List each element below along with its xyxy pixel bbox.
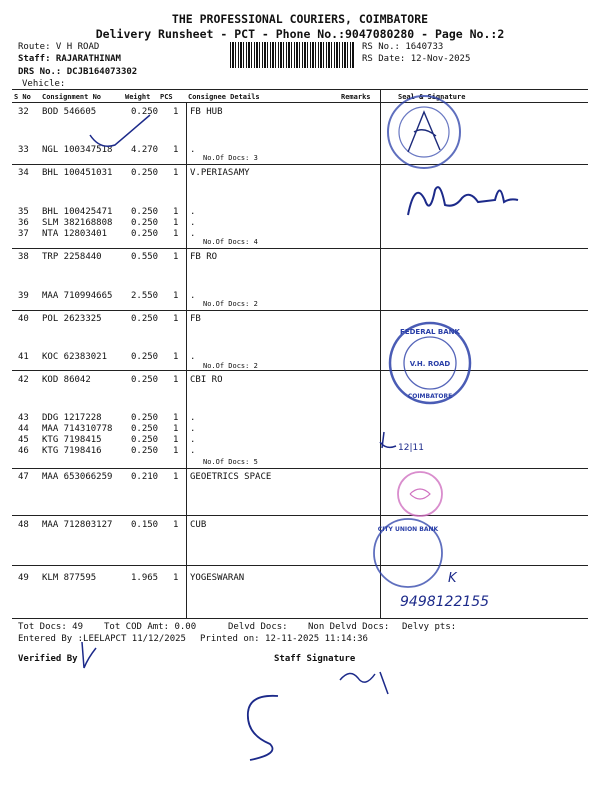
row-consignment-no: TRP 2258440 — [42, 252, 102, 262]
row-pcs: 1 — [173, 107, 179, 117]
rs-date: RS Date: 12-Nov-2025 — [362, 54, 471, 64]
row-pcs: 1 — [173, 145, 179, 155]
group-rule — [12, 248, 588, 249]
row-pcs: 1 — [173, 291, 179, 301]
printed-on: Printed on: 12-11-2025 11:14:36 — [200, 634, 368, 644]
row-consignee: V.PERIASAMY — [190, 168, 250, 178]
col-pcs: PCS — [160, 93, 173, 101]
row-consignment-no: MAA 653066259 — [42, 472, 113, 482]
federal-bank-stamp-top-text: FEDERAL BANK — [400, 328, 460, 336]
group-rule — [12, 370, 588, 371]
row-consignee: . — [190, 229, 196, 239]
federal-bank-stamp-mid-text: V.H. ROAD — [409, 360, 451, 368]
runsheet-subtitle: Delivery Runsheet - PCT - Phone No.:9047080280 - Page No.:2 — [95, 27, 505, 41]
handwritten-phone-number: 9498122155 — [400, 594, 490, 610]
row-weight: 0.250 — [131, 413, 159, 423]
row-weight: 0.250 — [131, 229, 159, 239]
doc-count: No.Of Docs: 2 — [203, 362, 258, 370]
signature-2 — [376, 418, 456, 458]
row-pcs: 1 — [173, 168, 179, 178]
row-pcs: 1 — [173, 252, 179, 262]
row-weight: 0.150 — [131, 520, 159, 530]
table-bottom-rule — [12, 618, 588, 619]
row-weight: 0.250 — [131, 107, 159, 117]
row-weight: 4.270 — [131, 145, 159, 155]
row-pcs: 1 — [173, 207, 179, 217]
row-consignee: . — [190, 435, 196, 445]
row-sno: 37 — [18, 229, 29, 239]
row-sno: 35 — [18, 207, 29, 217]
vehicle-label: Vehicle: — [22, 79, 66, 89]
row-pcs: 1 — [173, 446, 179, 456]
header-top-rule — [12, 89, 588, 90]
row-weight: 2.550 — [131, 291, 159, 301]
row-consignee: . — [190, 145, 196, 155]
row-consignee: FB RO — [190, 252, 218, 262]
company-title: THE PROFESSIONAL COURIERS, COIMBATORE — [171, 12, 429, 26]
row-sno: 38 — [18, 252, 29, 262]
row-pcs: 1 — [173, 520, 179, 530]
row-weight: 0.250 — [131, 218, 159, 228]
row-pcs: 1 — [173, 229, 179, 239]
row-consignee: . — [190, 424, 196, 434]
row-sno: 47 — [18, 472, 29, 482]
row-consignee: . — [190, 352, 196, 362]
verified-by-label: Verified By — [18, 654, 78, 664]
row-consignment-no: BHL 100451031 — [42, 168, 113, 178]
seal-stamp-top — [380, 92, 472, 172]
col-consignee: Consignee Details — [188, 93, 260, 101]
row-weight: 0.250 — [131, 375, 159, 385]
row-sno: 43 — [18, 413, 29, 423]
tick-mark — [20, 105, 190, 165]
verified-signature — [70, 638, 110, 678]
entered-by: Entered By :LEELAPCT 11/12/2025 — [18, 634, 186, 644]
row-consignee: FB — [190, 314, 201, 324]
row-consignee: GEOETRICS SPACE — [190, 472, 272, 482]
row-consignee: FB HUB — [190, 107, 223, 117]
row-sno: 36 — [18, 218, 29, 228]
tot-cod-amt: Tot COD Amt: 0.00 — [104, 622, 197, 632]
non-delvd-docs: Non Delvd Docs: — [308, 622, 390, 632]
row-sno: 41 — [18, 352, 29, 362]
pink-stamp — [382, 468, 452, 518]
col-weight: Weight — [125, 93, 151, 101]
handwritten-initial: K — [448, 571, 457, 586]
row-consignment-no: KLM 877595 — [42, 573, 97, 583]
row-pcs: 1 — [173, 352, 179, 362]
row-sno: 40 — [18, 314, 29, 324]
row-consignee: . — [190, 446, 196, 456]
col-seal-signature: Seal & Signature — [398, 93, 466, 101]
row-weight: 0.210 — [131, 472, 159, 482]
row-sno: 44 — [18, 424, 29, 434]
row-pcs: 1 — [173, 314, 179, 324]
row-pcs: 1 — [173, 218, 179, 228]
row-pcs: 1 — [173, 573, 179, 583]
row-consignee: . — [190, 291, 196, 301]
row-consignee: . — [190, 413, 196, 423]
row-pcs: 1 — [173, 413, 179, 423]
row-consignee: YOGESWARAN — [190, 573, 245, 583]
row-sno: 32 — [18, 107, 29, 117]
doc-count: No.Of Docs: 2 — [203, 300, 258, 308]
row-weight: 0.250 — [131, 314, 159, 324]
row-sno: 48 — [18, 520, 29, 530]
signature-1 — [400, 170, 530, 230]
row-sno: 34 — [18, 168, 29, 178]
col-remarks: Remarks — [341, 93, 371, 101]
route-label: Route: V H ROAD — [18, 42, 100, 52]
row-sno: 45 — [18, 435, 29, 445]
row-weight: 0.250 — [131, 446, 159, 456]
row-sno: 49 — [18, 573, 29, 583]
row-consignment-no: DDG 1217228 — [42, 413, 102, 423]
row-consignee: CBI RO — [190, 375, 223, 385]
row-weight: 0.550 — [131, 252, 159, 262]
row-sno: 39 — [18, 291, 29, 301]
staff-signature-label: Staff Signature — [274, 654, 356, 664]
group-rule — [12, 565, 588, 566]
doc-count: No.Of Docs: 4 — [203, 238, 258, 246]
group-rule — [12, 310, 588, 311]
row-pcs: 1 — [173, 472, 179, 482]
city-union-stamp-text: CITY UNION BANK — [377, 526, 439, 533]
doc-count: No.Of Docs: 3 — [203, 154, 258, 162]
handwritten-phone — [400, 568, 540, 616]
barcode — [230, 42, 355, 68]
col-consignment: Consignment No — [42, 93, 102, 101]
row-consignee: . — [190, 207, 196, 217]
tot-docs: Tot Docs: 49 — [18, 622, 84, 632]
row-weight: 0.250 — [131, 424, 159, 434]
row-consignment-no: NGL 100347518 — [42, 145, 113, 155]
row-consignment-no: KTG 7198415 — [42, 435, 102, 445]
row-consignment-no: POL 2623325 — [42, 314, 102, 324]
row-consignment-no: SLM 382168808 — [42, 218, 113, 228]
handwritten-note: 12|11 — [398, 443, 424, 453]
doc-count: No.Of Docs: 5 — [203, 458, 258, 466]
row-weight: 0.250 — [131, 207, 159, 217]
row-weight: 0.250 — [131, 168, 159, 178]
col-sno: S No — [14, 93, 31, 101]
row-consignment-no: KOD 86042 — [42, 375, 91, 385]
row-consignment-no: KTG 7198416 — [42, 446, 102, 456]
row-consignment-no: BOD 546605 — [42, 107, 97, 117]
row-sno: 33 — [18, 145, 29, 155]
row-sno: 46 — [18, 446, 29, 456]
drs-number: DRS No.: DCJB164073302 — [18, 67, 138, 77]
delvd-docs: Delvd Docs: — [228, 622, 288, 632]
row-consignee: . — [190, 218, 196, 228]
row-consignment-no: MAA 712803127 — [42, 520, 113, 530]
header-bottom-rule — [12, 102, 588, 103]
row-pcs: 1 — [173, 424, 179, 434]
row-consignment-no: KOC 62383021 — [42, 352, 108, 362]
consignee-col-rule — [186, 103, 187, 618]
row-weight: 1.965 — [131, 573, 159, 583]
row-consignee: CUB — [190, 520, 207, 530]
row-pcs: 1 — [173, 375, 179, 385]
row-consignment-no: NTA 12803401 — [42, 229, 108, 239]
federal-bank-stamp-bottom-text: COIMBATORE — [407, 393, 453, 400]
group-rule — [12, 468, 588, 469]
delvy-pts: Delvy pts: — [402, 622, 457, 632]
row-weight: 0.250 — [131, 435, 159, 445]
staff-label: Staff: RAJARATHINAM — [18, 54, 121, 64]
federal-bank-stamp — [380, 318, 480, 408]
row-consignment-no: MAA 714310778 — [42, 424, 113, 434]
row-sno: 42 — [18, 375, 29, 385]
row-consignment-no: MAA 710994665 — [42, 291, 113, 301]
row-weight: 0.250 — [131, 352, 159, 362]
rs-number: RS No.: 1640733 — [362, 42, 444, 52]
group-rule — [12, 515, 588, 516]
row-pcs: 1 — [173, 435, 179, 445]
staff-signature — [230, 664, 400, 764]
row-consignment-no: BHL 100425471 — [42, 207, 113, 217]
